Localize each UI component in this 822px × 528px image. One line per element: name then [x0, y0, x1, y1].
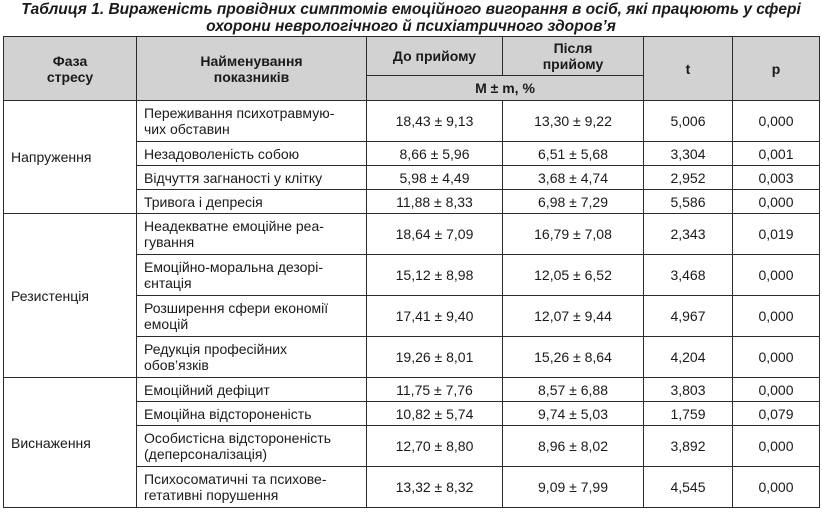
before-value-cell: 11,88 ± 8,33 [367, 190, 503, 214]
indicator-text-line-1: Незадоволеність собою [144, 145, 300, 162]
t-value-cell: 4,545 [644, 467, 733, 508]
indicator-cell [137, 255, 367, 296]
t-value-cell: 2,952 [644, 166, 733, 190]
table-header [4, 37, 820, 101]
t-value-cell: 2,343 [644, 214, 733, 255]
table-body [4, 101, 820, 508]
before-value-cell: 12,70 ± 8,80 [367, 426, 503, 467]
after-value-cell: 6,98 ± 7,29 [503, 190, 644, 214]
header-phase-line-2: стресу [46, 68, 94, 85]
burnout-symptoms-table [3, 36, 820, 508]
header-phase [4, 37, 137, 101]
before-value-cell: 10,82 ± 5,74 [367, 402, 503, 426]
p-value-cell: 0,000 [733, 378, 820, 402]
t-value-cell: 3,892 [644, 426, 733, 467]
table-row [4, 214, 820, 255]
p-value-cell: 0,000 [733, 255, 820, 296]
after-value-cell: 16,79 ± 7,08 [503, 214, 644, 255]
indicator-text-line-1: Неадекватне емоційне реа- [144, 218, 324, 234]
p-value-cell: 0,003 [733, 166, 820, 190]
header-after-line-2: прийому [542, 56, 604, 72]
p-value-cell: 0,000 [733, 467, 820, 508]
indicator-text-line-1: Психосоматичні та психове- [144, 471, 327, 487]
after-value-cell: 8,96 ± 8,02 [503, 426, 644, 467]
p-value-cell: 0,000 [733, 296, 820, 337]
phase-cell: Виснаження [4, 378, 137, 508]
p-value-cell: 0,019 [733, 214, 820, 255]
after-value-cell: 13,30 ± 9,22 [503, 101, 644, 142]
before-value-cell: 18,64 ± 7,09 [367, 214, 503, 255]
indicator-text-line-2: емоцій [144, 316, 189, 332]
indicator-text-line-1: Емоційно-моральна дезорі- [144, 259, 323, 275]
indicator-text-line-1: Тривога і депресія [144, 193, 263, 210]
before-value-cell: 8,66 ± 5,96 [367, 142, 503, 166]
after-value-cell: 12,07 ± 9,44 [503, 296, 644, 337]
t-value-cell: 3,468 [644, 255, 733, 296]
after-value-cell: 9,74 ± 5,03 [503, 402, 644, 426]
p-value-cell: 0,079 [733, 402, 820, 426]
caption-line-1: Таблиця 1. Вираженість провідних симптомів емоційного вигорання в осіб, які працюють у сфері [21, 1, 801, 18]
indicator-cell [137, 426, 367, 467]
indicator-cell [137, 337, 367, 378]
header-before: До прийому [367, 37, 503, 76]
phase-cell: Резистенція [4, 214, 137, 378]
t-value-cell: 5,586 [644, 190, 733, 214]
after-value-cell: 8,57 ± 6,88 [503, 378, 644, 402]
t-value-cell: 3,803 [644, 378, 733, 402]
header-t: t [644, 37, 733, 101]
indicator-text-line-1: Редукція професійних [144, 341, 288, 357]
indicator-text-line-2: гетативні порушення [144, 487, 279, 503]
t-value-cell: 3,304 [644, 142, 733, 166]
indicator-cell [137, 142, 367, 166]
table-row [4, 101, 820, 142]
indicator-cell [137, 378, 367, 402]
before-value-cell: 5,98 ± 4,49 [367, 166, 503, 190]
t-value-cell: 4,204 [644, 337, 733, 378]
header-after [503, 37, 644, 76]
after-value-cell: 12,05 ± 6,52 [503, 255, 644, 296]
before-value-cell: 11,75 ± 7,76 [367, 378, 503, 402]
indicator-cell [137, 402, 367, 426]
indicator-cell [137, 166, 367, 190]
indicator-text-line-1: Відчуття загнаності у клітку [144, 169, 323, 186]
phase-cell: Напруження [4, 101, 137, 214]
indicator-text-line-2: (деперсоналізація) [144, 446, 268, 462]
header-p: p [733, 37, 820, 101]
indicator-text-line-1: Особистісна відстороненість [144, 430, 331, 446]
table-row [4, 378, 820, 402]
p-value-cell: 0,001 [733, 142, 820, 166]
t-value-cell: 5,006 [644, 101, 733, 142]
indicator-text-line-1: Розширення сфери економії [144, 300, 329, 316]
t-value-cell: 1,759 [644, 402, 733, 426]
indicator-text-line-1: Переживання психотравмую- [144, 105, 335, 121]
indicator-text-line-1: Емоційна відстороненість [144, 405, 312, 422]
before-value-cell: 19,26 ± 8,01 [367, 337, 503, 378]
header-indicator-line-2: показників [213, 68, 290, 85]
indicator-text-line-2: гування [144, 234, 195, 250]
indicator-text-line-2: єнтація [144, 275, 192, 291]
before-value-cell: 18,43 ± 9,13 [367, 101, 503, 142]
indicator-cell [137, 190, 367, 214]
indicator-cell [137, 214, 367, 255]
indicator-text-line-2: чих обставин [144, 121, 230, 137]
header-indicator [137, 37, 367, 101]
indicator-text-line-1: Емоційний дефіцит [144, 381, 270, 398]
p-value-cell: 0,000 [733, 101, 820, 142]
after-value-cell: 9,09 ± 7,99 [503, 467, 644, 508]
indicator-cell [137, 467, 367, 508]
before-value-cell: 13,32 ± 8,32 [367, 467, 503, 508]
before-value-cell: 17,41 ± 9,40 [367, 296, 503, 337]
header-after-line-1: Після [553, 40, 593, 56]
after-value-cell: 15,26 ± 8,64 [503, 337, 644, 378]
after-value-cell: 3,68 ± 4,74 [503, 166, 644, 190]
indicator-text-line-2: обов’язків [144, 357, 209, 373]
indicator-cell [137, 101, 367, 142]
p-value-cell: 0,000 [733, 337, 820, 378]
caption-line-2: охорони неврологічного й психіатричного здоров’я [206, 18, 616, 35]
p-value-cell: 0,000 [733, 426, 820, 467]
after-value-cell: 6,51 ± 5,68 [503, 142, 644, 166]
header-units: M ± m, % [367, 76, 644, 101]
before-value-cell: 15,12 ± 8,98 [367, 255, 503, 296]
header-phase-line-1: Фаза [52, 52, 88, 69]
header-indicator-line-1: Найменування [200, 52, 303, 69]
t-value-cell: 4,967 [644, 296, 733, 337]
indicator-cell [137, 296, 367, 337]
p-value-cell: 0,000 [733, 190, 820, 214]
table-caption [0, 0, 822, 36]
